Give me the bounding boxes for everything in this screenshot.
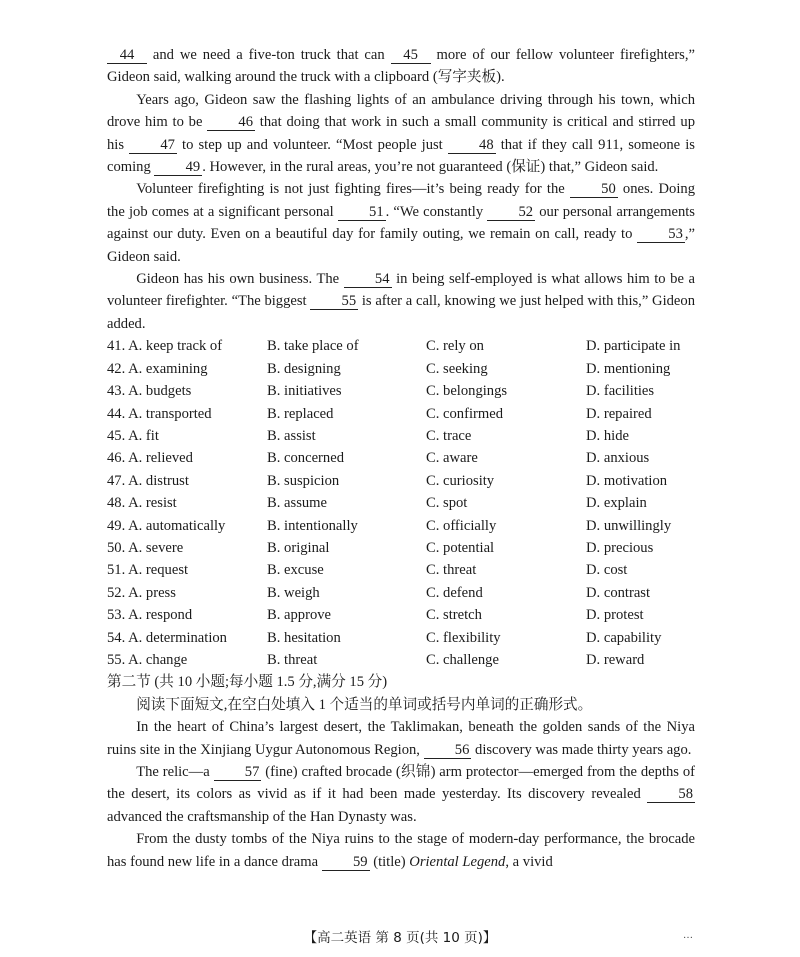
- paragraph-2: [107, 178, 695, 268]
- option-row: [107, 425, 695, 447]
- option-c: C. belongings: [426, 383, 508, 400]
- text: our personal arrangements against our duty. Even on a beautiful day for family outing, we remain on call, ready to: [107, 203, 695, 243]
- option-d: D. unwillingly: [586, 517, 672, 534]
- option-a: 51. A. request: [107, 562, 189, 579]
- text: advanced the craftsmanship of the Han Dynasty was.: [107, 808, 417, 825]
- option-row: [107, 447, 695, 469]
- blank-59: 59: [322, 855, 370, 871]
- option-a: 42. A. examining: [107, 360, 208, 377]
- paragraph-0: [107, 44, 695, 89]
- option-d: D. anxious: [586, 450, 650, 467]
- option-d: D. reward: [586, 651, 645, 668]
- option-row: [107, 358, 695, 380]
- option-b: B. designing: [267, 360, 341, 377]
- blank-58: 58: [647, 787, 695, 803]
- text: that if they call 911, someone is coming: [107, 136, 695, 176]
- option-d: D. facilities: [586, 383, 655, 400]
- option-c: C. stretch: [426, 607, 482, 624]
- blank-57: 57: [214, 765, 262, 781]
- option-c: C. curiosity: [426, 472, 495, 489]
- blank-56: 56: [424, 743, 472, 759]
- text: Years ago, Gideon saw the flashing lights of an ambulance driving through his town, which drove him to be: [107, 91, 695, 131]
- option-c: C. trace: [426, 427, 472, 444]
- blank-46: 46: [207, 115, 255, 131]
- blank-55: 55: [310, 294, 358, 310]
- option-a: 45. A. fit: [107, 427, 159, 444]
- paragraph-5: [107, 761, 695, 828]
- blank-47: 47: [129, 138, 177, 154]
- option-a: 49. A. automatically: [107, 517, 226, 534]
- option-c: C. officially: [426, 517, 497, 534]
- text: . “We constantly: [385, 203, 488, 220]
- option-a: 52. A. press: [107, 584, 176, 601]
- option-row: [107, 403, 695, 425]
- option-a: 50. A. severe: [107, 539, 184, 556]
- option-row: [107, 335, 695, 357]
- option-b: B. assume: [267, 495, 327, 512]
- option-c: C. threat: [426, 562, 477, 579]
- option-a: 54. A. determination: [107, 629, 227, 646]
- option-d: D. capability: [586, 629, 662, 646]
- option-b: B. weigh: [267, 584, 320, 601]
- option-b: B. take place of: [267, 338, 359, 355]
- option-a: 48. A. resist: [107, 495, 177, 512]
- option-b: B. threat: [267, 651, 318, 668]
- option-row: [107, 380, 695, 402]
- option-a: 41. A. keep track of: [107, 338, 223, 355]
- text: Volunteer firefighting is not just fighting fires—it’s being ready for the: [136, 181, 570, 198]
- option-b: B. intentionally: [267, 517, 358, 534]
- option-b: B. approve: [267, 607, 332, 624]
- text: (fine) crafted brocade (织锦) arm protector—emerged from the depths of the desert, its colors as vivid as if it had been made yesterday. Its discovery revealed: [107, 764, 695, 803]
- option-c: C. seeking: [426, 360, 488, 377]
- blank-50: 50: [570, 182, 618, 198]
- option-d: D. repaired: [586, 405, 652, 422]
- option-b: B. assist: [267, 427, 316, 444]
- option-d: D. cost: [586, 562, 628, 579]
- corner-mark: …: [683, 930, 693, 941]
- section-instruction: 阅读下面短文,在空白处填入 1 个适当的单词或括号内单词的正确形式。: [136, 696, 593, 713]
- drama-title: Oriental Legend: [409, 853, 506, 870]
- blank-48: 48: [448, 138, 496, 154]
- text: , a vivid: [505, 853, 553, 870]
- text: Gideon has his own business. The: [136, 271, 344, 288]
- option-d: D. contrast: [586, 584, 651, 601]
- option-c: C. challenge: [426, 651, 499, 668]
- text: In the heart of China’s largest desert, the Taklimakan, beneath the golden sands of the Niya ruins site in the Xinjiang Uygur Autonomous Region,: [107, 719, 695, 758]
- option-a: 47. A. distrust: [107, 472, 189, 489]
- text: discovery was made thirty years ago.: [471, 741, 692, 758]
- option-b: B. excuse: [267, 562, 324, 579]
- option-row: [107, 470, 695, 492]
- text: The relic—a: [136, 764, 214, 780]
- option-b: B. original: [267, 539, 330, 556]
- option-b: B. initiatives: [267, 383, 342, 400]
- option-a: 46. A. relieved: [107, 450, 193, 467]
- option-a: 43. A. budgets: [107, 383, 192, 400]
- blank-44: 44: [107, 48, 147, 64]
- paragraph-1: [107, 89, 695, 179]
- page-footer: 【高二英语 第 8 页(共 10 页)】: [303, 930, 497, 946]
- blank-51: 51: [338, 205, 386, 221]
- text: is after a call, knowing we just helped with this,” Gideon added.: [107, 293, 695, 332]
- text: ones. Doing the job comes at a significant personal: [107, 181, 695, 220]
- option-row: [107, 492, 695, 514]
- blank-54: 54: [344, 272, 392, 288]
- section-heading: 第二节 (共 10 小题;每小题 1.5 分,满分 15 分): [107, 674, 388, 691]
- text: From the dusty tombs of the Niya ruins to the stage of modern-day performance, the brocade has found new life in a dance drama: [107, 831, 695, 870]
- text: that doing that work in such a small community is critical and stirred up his: [107, 114, 695, 153]
- option-c: C. flexibility: [426, 629, 501, 646]
- text: in being self-employed is what allows him to be a volunteer firefighter. “The biggest: [107, 271, 695, 310]
- option-row: [107, 537, 695, 559]
- options-table: [107, 335, 695, 671]
- blank-45: 45: [391, 48, 431, 64]
- text: more of our fellow volunteer firefighters,” Gideon said, walking around the truck with a clipboard (写字夹板).: [107, 47, 695, 86]
- option-d: D. motivation: [586, 472, 668, 489]
- text: ,” Gideon said.: [107, 226, 695, 265]
- option-row: [107, 582, 695, 604]
- paragraph-3: [107, 268, 695, 335]
- option-d: D. mentioning: [586, 360, 671, 377]
- option-d: D. explain: [586, 495, 647, 512]
- option-a: 55. A. change: [107, 651, 188, 668]
- option-row: [107, 604, 695, 626]
- blank-52: 52: [487, 205, 535, 221]
- option-row: [107, 559, 695, 581]
- option-c: C. defend: [426, 584, 483, 601]
- paragraph-6: [107, 828, 695, 873]
- option-d: D. protest: [586, 607, 644, 624]
- option-d: D. precious: [586, 539, 654, 556]
- blank-53: 53: [637, 227, 685, 243]
- text: . However, in the rural areas, you’re not guaranteed (保证) that,” Gideon said.: [202, 159, 659, 176]
- option-a: 53. A. respond: [107, 607, 193, 624]
- option-row: [107, 515, 695, 537]
- option-b: B. suspicion: [267, 472, 340, 489]
- option-a: 44. A. transported: [107, 405, 212, 422]
- text: (title): [369, 853, 410, 870]
- paragraph-4: [107, 716, 695, 761]
- option-c: C. spot: [426, 495, 468, 512]
- option-c: C. potential: [426, 539, 495, 556]
- option-d: D. participate in: [586, 338, 681, 355]
- option-row: [107, 649, 695, 671]
- option-c: C. rely on: [426, 338, 484, 355]
- text: and we need a five-ton truck that can: [147, 47, 391, 63]
- option-c: C. aware: [426, 450, 478, 467]
- option-b: B. replaced: [267, 405, 334, 422]
- text: to step up and volunteer. “Most people just: [176, 136, 448, 153]
- option-b: B. concerned: [267, 450, 344, 467]
- option-b: B. hesitation: [267, 629, 341, 646]
- page-content: [107, 44, 695, 873]
- option-d: D. hide: [586, 427, 629, 444]
- blank-49: 49: [154, 160, 202, 176]
- option-c: C. confirmed: [426, 405, 504, 422]
- option-row: [107, 627, 695, 649]
